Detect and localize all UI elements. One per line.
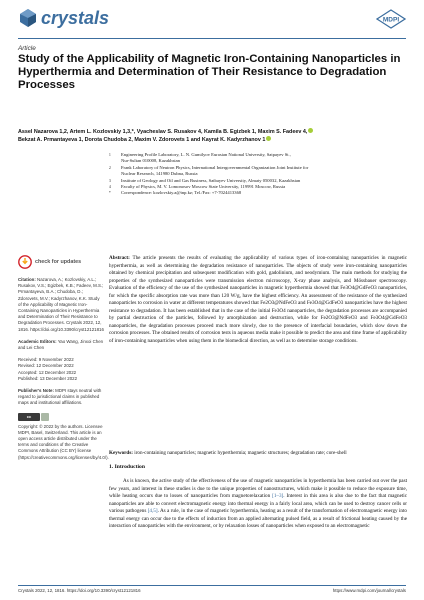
journal-logo[interactable] xyxy=(18,8,109,28)
citation-text[interactable]: Nazarova, A.; Kozlovskiy, A.L.; Rusakov, V.S.; Egizbek, K.B.; Fadeev, M.S.; Prmantayeva, B.A.; Chudoba, D.; Zdorovets, M.V.; Kadyrzhanov, K.K. Study of the Applicability of Magnetic Iron-Containing Nanoparticles in Hyperthermia and Determination of Their Resistance to Degradation Processes. Crystals 2022, 12, 1816. https://doi.org/10.3390/cryst12121816 xyxy=(18,277,104,332)
accepted-date: Accepted: 12 December 2022 xyxy=(18,369,77,375)
mdpi-logo-text: MDPI xyxy=(382,16,400,24)
reference-link[interactable]: [1–3] xyxy=(272,493,284,500)
orcid-icon[interactable] xyxy=(266,136,271,141)
copyright-block xyxy=(18,423,109,461)
affiliation-text: Nuclear Research, 141980 Dubna, Russia xyxy=(121,171,198,177)
revised-date: Revised: 12 December 2022 xyxy=(18,363,74,369)
affiliation-number: 1 xyxy=(109,153,111,157)
author-line-1 xyxy=(18,128,410,136)
keywords xyxy=(109,450,407,458)
journal-header xyxy=(0,0,424,48)
affiliation-number: 2 xyxy=(109,165,111,170)
citation-label: Citation: xyxy=(18,277,36,282)
crystals-logo-icon xyxy=(18,8,38,28)
affiliations xyxy=(109,152,409,197)
check-for-updates-button[interactable] xyxy=(18,255,104,269)
editors-label: Academic Editors: xyxy=(18,338,57,344)
affiliation-item xyxy=(109,165,409,178)
keywords-label: Keywords: xyxy=(109,450,133,456)
cc-icon: cc xyxy=(18,413,40,421)
publisher-note-label: Publisher's Note: xyxy=(18,388,54,394)
cc-license-badge[interactable] xyxy=(18,413,104,421)
copyright-text: Copyright: © 2022 by the authors. Licensee MDPI, Basel, Switzerland. This article is an open access article distributed under the terms and conditions of the Creative Commons Attribution (CC BY) license (https://creativecommons.org/licenses/by/4.0/). xyxy=(18,423,109,460)
correspondence xyxy=(109,190,409,196)
keywords-text: iron-containing nanoparticles; magnetic hyperthermia; magnetic structures; degradation rate; core-shell xyxy=(134,450,347,456)
affiliation-text: Nur-Sultan 010008, Kazakhstan xyxy=(121,158,180,164)
intro-text: As is known, the active study of the effectiveness of the use of magnetic nanoparticles in hyperthermia has been carried out over the past few years, and interest in these studies is due to the unique properties of nanostructures, which make it possible to reduce the exposure time, while heating occurs due to losses of nanoparticles from magnetorelaxation xyxy=(109,478,407,500)
affiliation-number: 3 xyxy=(109,178,111,183)
citation-block xyxy=(18,277,104,333)
article-title: Study of the Applicability of Magnetic Iron-Containing Nanoparticles in Hyperthermia and Determination of Their Resistance to Degradation Processes xyxy=(18,53,401,91)
introduction-paragraph xyxy=(109,478,407,531)
journal-name: crystals xyxy=(41,8,110,28)
footer-divider xyxy=(18,585,406,586)
affiliation-text: Faculty of Physics, M. V. Lomonosov Moscow State University, 119991 Moscow, Russia xyxy=(121,184,286,190)
footer-journal-link[interactable]: https://www.mdpi.com/journal/crystals xyxy=(332,588,406,593)
cc-by-icon xyxy=(41,413,49,421)
orcid-icon[interactable] xyxy=(308,128,313,133)
intro-text: . As a rule, in the case of magnetic hyperthermia, heating as a result of the transformation of electromagnetic energy into thermal energy can occur due to the effects of induction from an applied alternating pulsed field, as a result of frictional heating caused by the interaction of nanoparticles with the environment, or by relaxation losses of nanoparticles when exposed to an electromagnetic xyxy=(109,508,407,530)
author-line-2 xyxy=(18,136,410,144)
publisher-note xyxy=(18,388,104,407)
reference-link[interactable]: [4,5] xyxy=(147,508,158,515)
author-list xyxy=(18,128,410,144)
section-heading: 1. Introduction xyxy=(109,464,145,470)
editors-block xyxy=(18,339,104,351)
dates-block xyxy=(18,357,104,382)
abstract-text: The article presents the results of evaluating the applicability of various types of iron-containing nanoparticles in magnetic hyperthermia, as well as determining the degradation resistance of nanoparticles. The objects of study were iron-containing nanoparticles obtained by chemical precipitation and subsequent modification with gold, gadolinium, and neodymium. The main methods for studying the properties of the synthesized nanoparticles were transmission electron microscopy, X-ray phase analysis, and Mössbauer spectroscopy. Evaluation of the efficiency of the use of the synthesized nanoparticles in magnetic hyperthermia showed that Fe3O4@GdFeO3 nanoparticles, for which the specific absorption rate was more than 120 W/g, have the highest efficiency. An assessment of the resistance of the synthesized nanoparticles to corrosion in water at different temperatures showed that Fe2O3@NdFeO3 and Fe3O4@GdFeO3 nanoparticles have the highest resistance to degradation. It has been established that in the case of the initial Fe3O4 nanoparticles, the degradation processes are accompanied by partial destruction of the particles, followed by amorphization and destruction, while for Fe2O3@NdFeO3 and Fe3O4@GdFeO3 nanoparticles, the degradation processes proceed much more slowly, due to the presence of interfacial boundaries, which slow down the corrosion processes. The obtained results of corrosion tests in aqueous media make it possible to predict the area and time frame of applicability of iron-containing nanoparticles when using them in the biomedical direction, as well as to determine storage conditions. xyxy=(109,255,407,345)
author-line-1-text: Assel Nazarova 1,2, Artem L. Kozlovskiy 1,3,*, Vyacheslav S. Rusakov 4, Kamila B. Egizbek 1, Maxim S. Fadeev 4, xyxy=(18,129,308,135)
editors-text: Yao Wang, Jinxoi Chen and Lei Chen xyxy=(18,338,104,351)
publisher-note-text: MDPI stays neutral with regard to jurisdictional claims in published maps and institutional affiliations. xyxy=(18,388,102,406)
affiliation-item xyxy=(109,152,409,165)
published-date: Published: 13 December 2022 xyxy=(18,375,78,381)
article-type: Article xyxy=(18,45,36,52)
header-divider xyxy=(18,38,406,39)
check-updates-icon xyxy=(18,255,32,269)
correspondence-text[interactable]: Correspondence: kozlovskiy.a@inp.kz; Tel./Fax: +7-7024413368 xyxy=(121,190,242,196)
intro-text: . Interest in this area is also due to the fact that magnetic nanoparticles are able to convert electromagnetic energy into thermal energy in a fairly local area, which can be used to destroy cancer cells or various pathogens xyxy=(109,493,407,515)
affiliation-number: * xyxy=(109,191,111,196)
article-sidebar xyxy=(18,255,109,467)
affiliation-text: Frank Laboratory of Neutron Physics, International Intergovernmental Organization Joint Institute for xyxy=(121,164,309,170)
received-date: Received: 9 November 2022 xyxy=(18,357,74,363)
abstract-label: Abstract: xyxy=(109,255,130,261)
affiliation-text: Engineering Profile Laboratory, L. N. Gumilyov Eurasian National University, Satpayev St., xyxy=(121,152,291,157)
mdpi-logo-icon[interactable] xyxy=(376,9,406,29)
affiliation-number: 4 xyxy=(109,185,111,190)
affiliation-text: Institute of Geology and Oil and Gas Business, Satbayev University, Almaty 050032, Kazakhstan xyxy=(121,177,301,183)
abstract xyxy=(109,255,407,346)
author-line-2-text: Bekzat A. Prmantayeva 1, Dorota Chudoba 2, Maxim V. Zdorovets 1 and Kayrat K. Kadyrzhanov 1 xyxy=(18,137,266,143)
check-updates-label: check for updates xyxy=(35,259,82,265)
footer-citation[interactable]: Crystals 2022, 12, 1816. https://doi.org/10.3390/cryst12121816 xyxy=(18,588,141,593)
